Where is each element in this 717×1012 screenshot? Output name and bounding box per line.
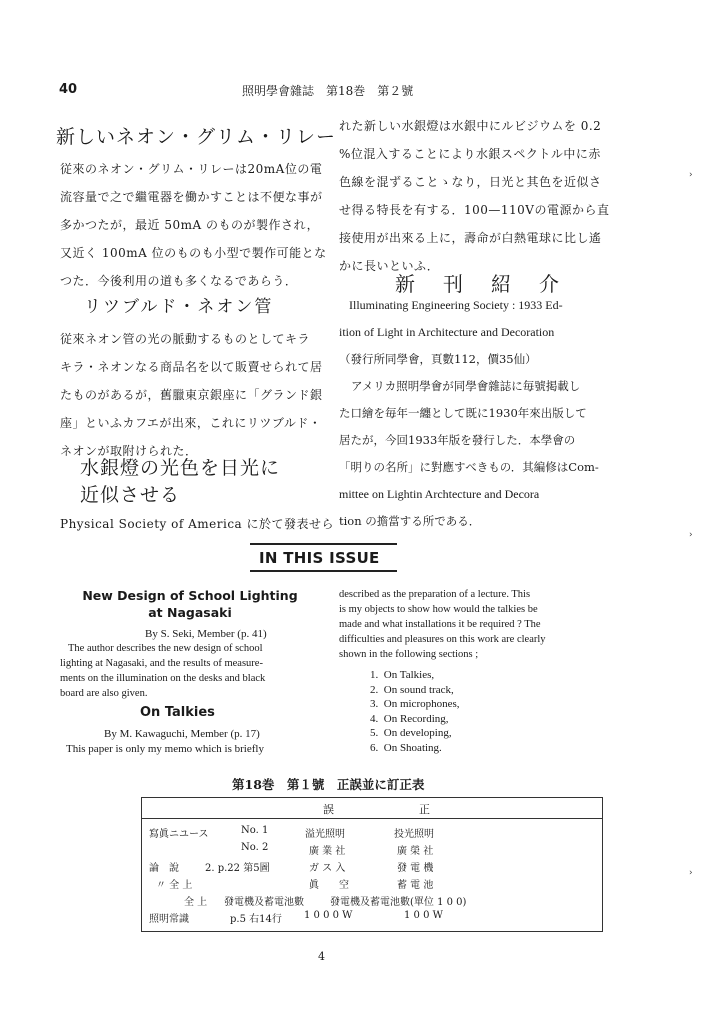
text-line: 居たが，今回1933年版を發行した．本學會の (339, 433, 576, 447)
errata-col-right: 正 (419, 803, 430, 816)
text-line: （發行所同學會，頁數112，價35仙） (339, 352, 537, 366)
issue-right-body (339, 587, 609, 662)
issue-rule-bottom (250, 570, 397, 572)
text-line: 接使用が出來る上に，壽命が白熱電球に比し遙 (339, 231, 602, 245)
text-line: ネオンが取附けられた． (60, 444, 198, 458)
issue-article2-title: On Talkies (140, 705, 215, 720)
text-line: is my objects to show how would the talkies be (339, 604, 538, 615)
journal-header: 照明學會雜誌 第18巻 第２號 (242, 84, 414, 98)
list-item: 3. On microphones, (370, 698, 460, 711)
text-line: mittee on Lightin Archtecture and Decora (339, 487, 540, 501)
text-line: かに長いといふ． (339, 259, 440, 273)
issue-article2-body: This paper is only my memo which is briefly (66, 743, 264, 755)
title-line: 近似させる (80, 484, 181, 506)
text-line: ition of Light in Architecture and Decoration (339, 325, 555, 339)
text-line: lighting at Nagasaki, and the results of measure- (60, 658, 263, 669)
errata-header-row (142, 798, 602, 819)
page-number: 40 (59, 82, 78, 97)
footer-page-number: 4 (318, 950, 325, 963)
list-item: 1. On Talkies, (370, 669, 435, 681)
errata-col-wrong: 誤 (323, 803, 334, 816)
text-line: shown in the following sections ; (339, 649, 479, 660)
text-line: 従來ネオン管の光の脈動するものとしてキラ (60, 332, 311, 346)
title-line: New Design of School Lighting (82, 588, 298, 603)
article-body-neon-relay (60, 155, 327, 295)
issue-sections-list (370, 668, 460, 756)
text-line: 色線を混ずることゝなり，日光と其色を近似さ (339, 175, 602, 189)
article-title-rippled-neon: リツブルド・ネオン管 (84, 297, 274, 317)
text-line: described as the preparation of a lecture. This (339, 589, 531, 600)
issue-rule-top (250, 543, 397, 545)
text-line: 従來のネオン・グリム・リレーは20mA位の電 (60, 162, 323, 176)
text-line: board are also given. (60, 688, 148, 699)
scan-mark-icon: › (689, 170, 693, 180)
errata-title: 第18巻 第１號 正誤並に訂正表 (232, 777, 425, 792)
text-line: 「明りの名所」に對應すべきもの．其編修はCom- (339, 460, 599, 474)
scan-mark-icon: › (689, 868, 693, 878)
article-body-rippled-neon (60, 325, 323, 465)
text-line: 座」といふカフエが出來，これにリツブルド・ (60, 416, 322, 430)
errata-table: 誤 正 寫眞ニユース No. 1 溢光照明 投光照明 No. 2 廣 業 社 廣 榮 社 論 說 2. p.22 第5圖 ガ ス 入 發 電 機 〃 全 上 眞 空 蓄 電 池 全 上 發電機及蓄電池數 發電機及蓄電池數(單位 1 0 0) 照明常識 p.5 右14行 1 0 0 0 W 1 0 0 W (141, 797, 603, 932)
issue-heading: IN THIS ISSUE (259, 549, 380, 567)
text-line: The author describes the new design of school (68, 643, 263, 654)
title-line: 水銀燈の光色を日光に (80, 457, 281, 479)
text-line: つた．今後利用の道も多くなるであらう． (60, 274, 298, 288)
text-line: ments on the illumination on the desks and black (60, 673, 266, 684)
article-title-mercury-lamp (80, 455, 280, 509)
text-line: 流容量で之で繼電器を働かすことは不便な事が (60, 190, 323, 204)
text-line: %位混入することにより水銀スペクトル中に赤 (339, 147, 601, 161)
text-line: 又近く 100mA 位のものも小型で製作可能とな (60, 246, 327, 260)
issue-article2-author: By M. Kawaguchi, Member (p. 17) (104, 728, 260, 740)
list-item: 5. On developing, (370, 727, 452, 740)
article-body-mercury-lamp (60, 510, 335, 538)
scan-mark-icon: › (689, 530, 693, 540)
text-line: たものがあるが，舊臘東京銀座に「グランド銀 (60, 388, 323, 402)
text-line: 多かつたが，最近 50mA のものが製作され， (60, 218, 320, 232)
title-line: at Nagasaki (148, 605, 232, 620)
list-item: 4. On Recording, (370, 712, 449, 725)
text-line: difficulties and pleasures on this work are clearly (339, 634, 546, 645)
text-line: アメリカ照明學會が同學會雜誌に毎號掲載し (351, 379, 581, 393)
text-line: tion の擔當する所である． (339, 514, 481, 528)
text-line: せ得る特長を有する．100—110Vの電源から直 (339, 203, 610, 217)
section-title-new-books: 新 刊 紹 介 (395, 272, 563, 296)
text-line: made and what installations it be required ? The (339, 619, 541, 630)
article-title-neon-relay: 新しいネオン・グリム・リレー (56, 126, 337, 148)
text-line: た口繪を毎年一纏として既に1930年來出版して (339, 406, 587, 420)
issue-article1-body (60, 641, 320, 701)
list-item: 2. On sound track, (370, 683, 454, 696)
text-line: Physical Society of America に於て發表せら (60, 517, 335, 531)
text-line: キラ・ネオンなる商品名を以て販賣せられて居 (60, 360, 323, 374)
issue-article1-author: By S. Seki, Member (p. 41) (145, 628, 267, 640)
issue-article1-title (60, 587, 320, 621)
text-line: れた新しい水銀燈は水銀中にルビジウムを 0.2 (339, 119, 602, 133)
text-line: Illuminating Engineering Society : 1933 Ed- (349, 298, 563, 312)
new-books-body (339, 292, 619, 535)
article-body-mercury-lamp-continued (339, 112, 619, 280)
list-item: 6. On Shoating. (370, 741, 442, 754)
